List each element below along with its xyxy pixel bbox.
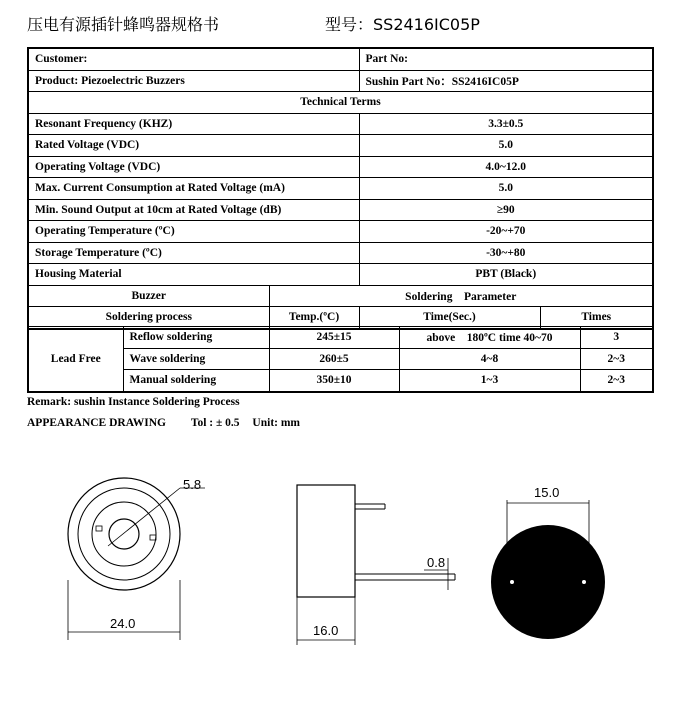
spec-value: 3.3±0.5 [359, 113, 653, 135]
process-time: 4~8 [399, 348, 580, 370]
process-name: Wave soldering [123, 348, 269, 370]
process-time: 1~3 [399, 370, 580, 392]
spec-row [28, 113, 653, 135]
hole-dimension: 5.8 [183, 477, 202, 492]
appearance-heading [27, 417, 300, 429]
remark-text: Remark: sushin Instance Soldering Process [27, 396, 240, 408]
table-row [28, 48, 653, 70]
spec-value: ≥90 [359, 199, 653, 221]
process-time: above 180ºC time 40~70 [399, 327, 580, 349]
process-name: Reflow soldering [123, 327, 269, 349]
soldering-parameter-heading: Soldering Parameter [269, 285, 653, 307]
product-cell: Product: Piezoelectric Buzzers [28, 70, 359, 92]
table-row [28, 70, 653, 92]
process-times: 2~3 [580, 348, 653, 370]
soldering-table [27, 326, 654, 393]
soldering-process-heading: Soldering process [28, 307, 269, 329]
spec-row [28, 156, 653, 178]
customer-cell: Customer: [28, 48, 359, 70]
time-heading: Time(Sec.) [359, 307, 540, 329]
front-view [68, 478, 205, 640]
spec-label: Min. Sound Output at 10cm at Rated Voltage (dB) [28, 199, 359, 221]
spec-row [28, 135, 653, 157]
unit-text: Unit: mm [252, 417, 301, 429]
table-row [28, 327, 653, 349]
spec-value: 5.0 [359, 178, 653, 200]
spec-table [27, 47, 654, 330]
spec-value: -30~+80 [359, 242, 653, 264]
process-times: 3 [580, 327, 653, 349]
spec-label: Rated Voltage (VDC) [28, 135, 359, 157]
spec-value: PBT (Black) [359, 264, 653, 286]
spec-row [28, 199, 653, 221]
times-heading: Times [540, 307, 653, 329]
process-temp: 260±5 [269, 348, 399, 370]
spec-label: Operating Temperature (ºC) [28, 221, 359, 243]
temp-heading: Temp.(ºC) [269, 307, 359, 329]
spec-row [28, 264, 653, 286]
front-diameter-dimension: 24.0 [110, 616, 136, 631]
spec-label: Housing Material [28, 264, 359, 286]
appearance-drawing [0, 430, 675, 680]
spec-row [28, 221, 653, 243]
process-temp: 350±10 [269, 370, 399, 392]
spec-value: 4.0~12.0 [359, 156, 653, 178]
sushin-part-cell: Sushin Part No：SS2416IC05P [359, 70, 653, 92]
spec-row [28, 178, 653, 200]
part-no-cell: Part No: [359, 48, 653, 70]
table-row [28, 92, 653, 114]
process-name: Manual soldering [123, 370, 269, 392]
height-dimension: 16.0 [313, 623, 339, 638]
spec-row [28, 242, 653, 264]
pin-dimension: 0.8 [427, 555, 446, 570]
spec-label: Operating Voltage (VDC) [28, 156, 359, 178]
table-row [28, 285, 653, 307]
spec-label: Max. Current Consumption at Rated Voltage (mA) [28, 178, 359, 200]
back-view [491, 500, 605, 639]
lead-free-label: Lead Free [28, 327, 123, 392]
buzzer-heading: Buzzer [28, 285, 269, 307]
back-diameter-dimension: 15.0 [534, 485, 560, 500]
model-number: 型号：SS2416IC05P [325, 15, 480, 34]
tolerance-text: Tol : ± 0.5 [190, 417, 240, 429]
document-title: 压电有源插针蜂鸣器规格书 [27, 15, 220, 34]
spec-value: 5.0 [359, 135, 653, 157]
spec-label: Resonant Frequency (KHZ) [28, 113, 359, 135]
spec-label: Storage Temperature (ºC) [28, 242, 359, 264]
spec-value: -20~+70 [359, 221, 653, 243]
process-times: 2~3 [580, 370, 653, 392]
appearance-title: APPEARANCE DRAWING [27, 417, 166, 429]
technical-terms-heading: Technical Terms [28, 92, 653, 114]
process-temp: 245±15 [269, 327, 399, 349]
